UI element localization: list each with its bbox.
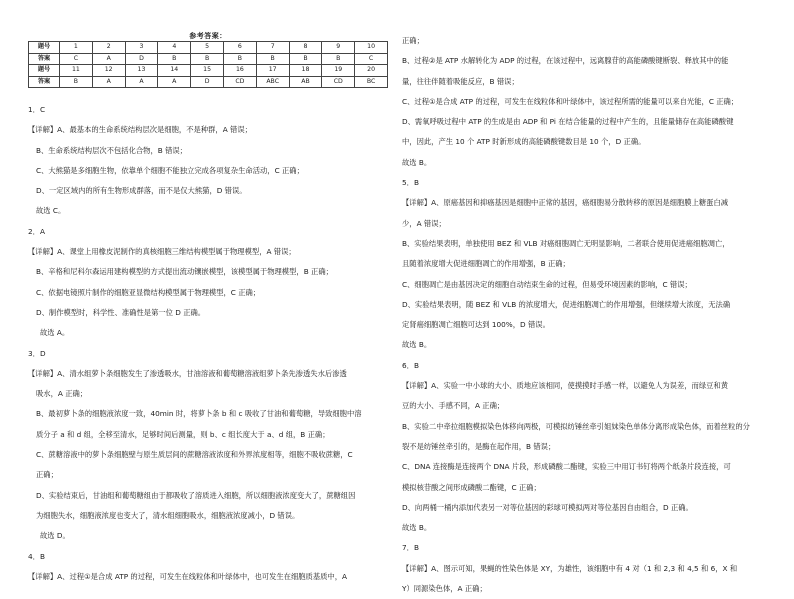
table-cell: 12 [92,65,125,77]
text-line: C、大熊猫是多细胞生物，依靠单个细胞不能独立完成各项复杂生命活动，C 正确； [36,165,304,175]
text-line: 中，因此，产生 10 个 ATP 时新形成的高能磷酸键数目是 10 个，D 正确。 [402,137,646,147]
table-cell: 3 [125,42,158,54]
question-number: 1．C [28,105,46,114]
text-line: B、过程②是 ATP 水解转化为 ADP 的过程，在该过程中，远离腺苷的高能磷酸键断裂、释放其中的能 [402,56,729,66]
table-cell: 1 [60,42,93,54]
table-cell: B [60,76,93,88]
table-cell: 答案 [29,76,60,88]
text-line: D、实验结果表明，随 BEZ 和 VLB 的浓度增大，促进细胞凋亡的作用增强，但继续增大浓度，无法确 [402,299,731,309]
right-explanations [402,31,782,599]
table-cell: B [256,53,289,65]
text-line: 故选 B。 [402,157,432,167]
text-line: 正确； [402,36,424,45]
table-cell: B [223,53,256,65]
table-cell: 6 [223,42,256,54]
text-line: 故选 B。 [402,340,432,350]
table-cell: 8 [289,42,322,54]
text-line: 【详解】A、原癌基因和抑癌基因是细胞中正常的基因，癌细胞易分散转移的原因是细胞膜上糖蛋白减 [402,198,729,208]
text-line: B、辛格和尼科尔森运用建构模型的方式提出流动镶嵌模型，该模型属于物理模型，B 正确； [36,267,333,277]
text-line: C、蔗糖溶液中的萝卜条细胞壁与原生质层间的蔗糖溶液浓度和外界浓度相等，细胞不吸收蔗糖，C [36,450,353,460]
question-number: 6．B [402,360,419,370]
text-line: 定肾癌细胞凋亡细胞可达到 100%，D 错误。 [402,320,550,330]
table-cell: 7 [256,42,289,54]
table-cell: 13 [125,65,158,77]
table-cell: A [92,76,125,88]
text-line: Y）同源染色体，A 正确； [402,584,487,594]
text-line: C、DNA 连接酶是连接两个 DNA 片段，形成磷酸二酯键，实验三中用订书钉将两个纸条片段连接，可 [402,462,731,472]
question-number: 2．A [28,226,45,236]
text-line: B、最初萝卜条的细胞液浓度一致，40min 时，将萝卜条 b 和 c 吸收了甘油和葡萄糖，导致细胞中溶 [36,409,362,419]
text-line: 【详解】A、过程①是合成 ATP 的过程，可发生在线粒体和叶绿体中，也可发生在细胞质基质中，A [28,571,348,581]
table-cell: 18 [289,65,322,77]
table-cell: A [158,76,191,88]
text-line: 【详解】A、课堂上用橡皮泥制作的真核细胞三维结构模型属于物理模型，A 错误； [28,247,296,257]
table-cell: AB [289,76,322,88]
text-line: B、实验结果表明，单独使用 BEZ 和 VLB 对癌细胞凋亡无明显影响，二者联合使用促进癌细胞凋亡， [402,238,730,248]
text-line: 正确； [36,470,58,480]
text-line: C、依据电镜照片制作的细胞亚显微结构模型属于物理模型，C 正确； [36,287,261,297]
table-cell: 17 [256,65,289,77]
table-cell: 2 [92,42,125,54]
text-line: 【详解】A、图示可知，果蝇的性染色体是 XY，为雄性，该细胞中有 4 对（1 和 2,3 和 4,5 和 6，X 和 [402,563,738,573]
table-cell: B [322,53,355,65]
text-line: 【详解】A、清水组萝卜条细胞发生了渗透吸水，甘油溶液和葡萄糖溶液组萝卜条先渗透失水后渗透 [28,368,347,378]
text-line: C、细胞凋亡是由基因决定的细胞自动结束生命的过程，但易受环境因素的影响，C 错误； [402,279,692,289]
table-row [29,76,388,88]
text-line: 吸水，A 正确； [36,389,88,399]
text-line: D、需氧呼吸过程中 ATP 的生成是由 ADP 和 Pi 在结合能量的过程中产生的，且能量储存在高能磷酸键 [402,117,734,127]
table-cell: B [158,53,191,65]
table-cell: 16 [223,65,256,77]
question-number: 5．B [402,178,419,188]
table-cell: D [125,53,158,65]
text-line: 裂不是纺锤丝牵引的，是酶在起作用，B 错误； [402,441,556,451]
text-line: 质分子 a 和 d 组，全移至清水，足够时间后测量，则 b、c 组长度大于 a、d 组，B 正确； [36,429,330,439]
table-cell: 答案 [29,53,60,65]
text-line: 故选 D。 [40,531,70,541]
table-cell: B [289,53,322,65]
text-line: 故选 B。 [402,523,432,533]
text-line: D、制作模型时，科学性、准确性是第一位 D 正确。 [36,307,206,317]
table-cell: 19 [322,65,355,77]
text-line: 【详解】A、最基本的生命系统结构层次是细胞，不是种群，A 错误； [28,125,252,135]
table-cell: A [92,53,125,65]
text-line: 为细胞失水，细胞液浓度也变大了，清水组细胞吸水，细胞液浓度减小，D 错误。 [36,510,300,520]
text-line: B、生命系统结构层次不包括化合物，B 错误； [36,145,187,155]
table-cell: ABC [256,76,289,88]
table-cell: C [355,53,388,65]
table-cell: CD [322,76,355,88]
text-line: 模拟核苷酸之间形成磷酸二酯键，C 正确； [402,482,541,492]
question-number: 7．B [402,543,419,553]
question-number: 4．B [28,551,45,561]
table-cell: 11 [60,65,93,77]
text-line: 故选 A。 [40,328,70,338]
table-cell: B [191,53,224,65]
text-line: 豆的大小、手感不同，A 正确； [402,401,505,411]
table-cell: C [60,53,93,65]
text-line: 且随着浓度增大促进细胞凋亡的作用增强，B 正确； [402,259,570,269]
table-cell: 20 [355,65,388,77]
answer-key-title: 参考答案： [189,32,227,40]
table-cell: 9 [322,42,355,54]
text-line: C、过程①是合成 ATP 的过程，可发生在线粒体和叶绿体中，该过程所需的能量可以来自光能，C 正确； [402,96,739,106]
text-line: D、向两桶一桶内添加代表另一对等位基因的彩球可模拟两对等位基因自由组合，D 正确。 [402,502,693,512]
table-cell: 10 [355,42,388,54]
question-number: 3．D [28,348,46,358]
table-cell: BC [355,76,388,88]
table-row [29,53,388,65]
text-line: D、实验结束后，甘油组和葡萄糖组由于都吸收了溶质进入细胞，所以细胞液浓度变大了，蔗糖组因 [36,490,356,500]
text-line: 故选 C。 [36,206,66,216]
left-explanations [28,100,388,587]
table-cell: 14 [158,65,191,77]
text-line: D、一定区域内的所有生物形成群落，而不是仅大熊猫，D 错误。 [36,186,247,196]
table-cell: CD [223,76,256,88]
table-row [29,42,388,54]
text-line: 【详解】A、实验一中小球的大小、质地应该相同，使摸摸时手感一样，以避免人为误差，而绿豆和黄 [402,381,729,391]
table-cell: 4 [158,42,191,54]
text-line: 少，A 错误； [402,218,446,228]
table-cell: 题号 [29,65,60,77]
table-cell: 题号 [29,42,60,54]
table-cell: A [125,76,158,88]
text-line: 量，往往伴随着吸能反应，B 错误； [402,76,519,86]
answer-key-table [28,41,388,88]
table-cell: D [191,76,224,88]
table-cell: 15 [191,65,224,77]
table-cell: 5 [191,42,224,54]
text-line: B、实验二中牵拉细胞模拟染色体移向两极，可模拟纺锤丝牵引姐妹染色单体分离形成染色体，而着丝粒的分 [402,421,750,431]
table-row [29,65,388,77]
